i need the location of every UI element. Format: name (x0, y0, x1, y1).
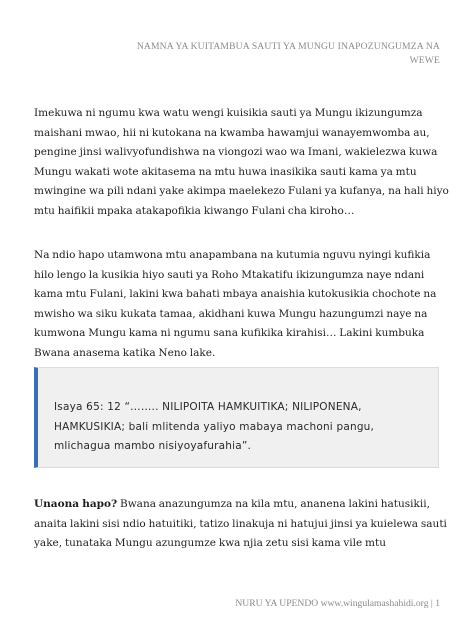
running-header-title: NAMNA YA KUITAMBUA SAUTI YA MUNGU INAPOZUNGUMZA NA WEWE (136, 41, 440, 66)
body-paragraph-2: Na ndio hapo utamwona mtu anapambana na kutumia nguvu nyingi kufikia hilo lengo la kusikia hiyo sauti ya Roho Mtakatifu ikizungumza naye ndani kama mtu Fulani, lakini kwa bahati mbaya anaishia kutokusikia chochote na mwisho wa siku kukata tamaa, akidhani kuwa Mungu hazungumzi naye na kumwona Mungu kama ni ngumu sana kufikika kirahisi… Lakini kumbuka Bwana anasema katika Neno lake. (34, 249, 437, 359)
scripture-quote-text: Isaya 65: 12 “…….. NILIPOITA HAMKUITIKA; NILIPONENA, HAMKUSIKIA; bali mlitenda yaliyo mabaya machoni pangu, mlichagua mambo nisiyoyafurahia”. (54, 401, 375, 453)
paragraph-lead-bold: Unaona hapo? (34, 498, 118, 510)
scripture-quote-box (34, 367, 439, 468)
body-paragraph-3 (34, 495, 452, 554)
running-footer: NURU YA UPENDO www.wingulamashahidi.org | 1 (235, 598, 440, 609)
body-paragraph-1: Imekuwa ni ngumu kwa watu wengi kuisikia sauti ya Mungu ikizungumza maishani mwao, hii ni kutokana na kwamba hawamjui wanayemwomba au, pengine jinsi walivyofundishwa na viongozi wao wa Imani, wakielezwa kuwa Mungu wakati wote akitasema na mtu huwa inasikika sauti kama ya mtu mwingine wa pili ndani yake akimpa maelekezo Fulani ya kufanya, na hali hiyo mtu haifikii mpaka atakapofikia kiwango Fulani cha kiroho… (34, 107, 449, 217)
paragraph-3-text: Bwana anazungumza na kila mtu, ananena lakini hatusikii, anaita lakini sisi ndio hatuitiki, tatizo linakuja ni hatujui jinsi ya kuielewa sauti yake, tunataka Mungu azungumze kwa njia zetu sisi kama vile mtu (34, 498, 447, 550)
